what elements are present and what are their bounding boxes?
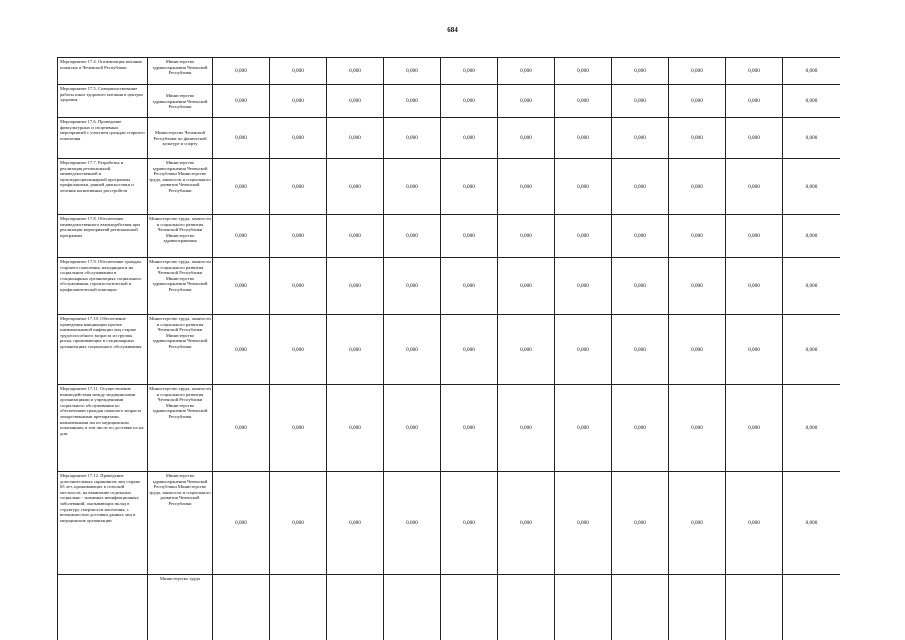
funding-value-cell: 0,000 — [783, 385, 841, 472]
responsible-executor-cell: Министерство Чеченской Республики по физической культуре и спорту — [148, 118, 213, 159]
funding-value-cell: 0,000 — [783, 215, 841, 258]
funding-value-cell: 0,000 — [270, 118, 327, 159]
funding-value-cell: 0,000 — [726, 258, 783, 315]
funding-value-cell: 0,000 — [270, 315, 327, 385]
funding-value-cell: 0,000 — [498, 159, 555, 215]
funding-value-cell: 0,000 — [726, 118, 783, 159]
funding-value-cell: 0,000 — [726, 315, 783, 385]
funding-value-cell: 0,000 — [270, 258, 327, 315]
responsible-executor-cell: Министерство труда, занятости и социального развития Чеченской Республики Министерство здравоохранения Чеченской Республики — [148, 258, 213, 315]
funding-value-cell: 0,000 — [726, 159, 783, 215]
responsible-executor-cell: Министерство труда — [148, 575, 213, 640]
funding-value-cell: 0,000 — [498, 258, 555, 315]
funding-value-cell: 0,000 — [384, 385, 441, 472]
funding-value-cell: 0,000 — [384, 258, 441, 315]
funding-value-cell: 0,000 — [783, 85, 841, 118]
funding-value-cell — [669, 575, 726, 640]
funding-value-cell: 0,000 — [612, 215, 669, 258]
funding-value-cell: 0,000 — [555, 258, 612, 315]
funding-value-cell: 0,000 — [726, 85, 783, 118]
funding-value-cell: 0,000 — [555, 118, 612, 159]
funding-value-cell: 0,000 — [213, 472, 270, 575]
funding-value-cell: 0,000 — [669, 215, 726, 258]
measure-name-cell: Мероприятие 17.4. Оптимизация питания пожилых в Чеченской Республике — [58, 58, 148, 85]
funding-value-cell: 0,000 — [270, 472, 327, 575]
funding-value-cell: 0,000 — [327, 85, 384, 118]
funding-value-cell — [612, 575, 669, 640]
funding-value-cell: 0,000 — [669, 385, 726, 472]
funding-value-cell: 0,000 — [726, 472, 783, 575]
funding-value-cell: 0,000 — [441, 58, 498, 85]
table-body — [58, 58, 841, 640]
funding-value-cell: 0,000 — [555, 385, 612, 472]
funding-value-cell — [384, 575, 441, 640]
funding-value-cell: 0,000 — [783, 118, 841, 159]
funding-value-cell: 0,000 — [213, 85, 270, 118]
funding-value-cell: 0,000 — [612, 118, 669, 159]
funding-value-cell: 0,000 — [555, 472, 612, 575]
table-row — [58, 58, 841, 85]
table-row — [58, 385, 841, 472]
funding-value-cell: 0,000 — [555, 58, 612, 85]
funding-value-cell: 0,000 — [270, 85, 327, 118]
funding-value-cell: 0,000 — [213, 118, 270, 159]
table-container — [57, 57, 840, 640]
funding-value-cell: 0,000 — [498, 315, 555, 385]
funding-value-cell — [498, 575, 555, 640]
funding-value-cell: 0,000 — [441, 385, 498, 472]
measure-name-cell: Мероприятие 17.7. Разработка и реализация региональной межведомственной и мультидисциплинарной программы профилактики, ранней диагностики и лечения когнитивных расстройств — [58, 159, 148, 215]
table-row — [58, 215, 841, 258]
funding-value-cell: 0,000 — [384, 58, 441, 85]
funding-value-cell: 0,000 — [669, 118, 726, 159]
funding-value-cell: 0,000 — [726, 215, 783, 258]
funding-value-cell: 0,000 — [327, 118, 384, 159]
funding-value-cell: 0,000 — [612, 258, 669, 315]
funding-value-cell — [555, 575, 612, 640]
funding-value-cell: 0,000 — [612, 58, 669, 85]
funding-value-cell: 0,000 — [555, 159, 612, 215]
funding-value-cell: 0,000 — [441, 315, 498, 385]
responsible-executor-cell: Министерство труда, занятости и социального развития Чеченской Республики Министерство здравоохранения — [148, 215, 213, 258]
funding-value-cell — [726, 575, 783, 640]
measure-name-cell: Мероприятие 17.8. Обеспечение межведомственного взаимодействия при реализации мероприятий региональной программы — [58, 215, 148, 258]
responsible-executor-cell: Министерство здравоохранения Чеченской Республики — [148, 58, 213, 85]
funding-value-cell — [327, 575, 384, 640]
funding-value-cell: 0,000 — [270, 215, 327, 258]
funding-value-cell: 0,000 — [669, 315, 726, 385]
measure-name-cell — [58, 575, 148, 640]
measure-name-cell: Мероприятие 17.11. Осуществление взаимодействия между медицинскими организациями и учреждениями социального обслуживания по обеспечению граждан пожилого возраста лекарственными препаратами, назначенными им по медицинским показаниям, в том числе по доставке их на дом — [58, 385, 148, 472]
funding-value-cell: 0,000 — [213, 215, 270, 258]
funding-value-cell — [213, 575, 270, 640]
funding-value-cell: 0,000 — [384, 315, 441, 385]
funding-value-cell: 0,000 — [783, 472, 841, 575]
funding-value-cell: 0,000 — [726, 58, 783, 85]
funding-value-cell: 0,000 — [441, 159, 498, 215]
measure-name-cell: Мероприятие 17.12. Проведение дополнительных скринингов лиц старше 65 лет, проживающих в сельской местности, на выявление отдельных социально - значимых неинфекционных заболеваний, оказывающих вклад в структуру смертности населения, с возможностью доставки данных лиц в медицинские организации — [58, 472, 148, 575]
funding-value-cell: 0,000 — [555, 85, 612, 118]
funding-value-cell: 0,000 — [327, 159, 384, 215]
responsible-executor-cell: Министерство здравоохранения Чеченской Республики Министерство труда, занятости и социального развития Чеченской Республики — [148, 159, 213, 215]
funding-value-cell: 0,000 — [612, 159, 669, 215]
funding-value-cell: 0,000 — [555, 215, 612, 258]
funding-value-cell: 0,000 — [441, 472, 498, 575]
funding-value-cell: 0,000 — [270, 159, 327, 215]
responsible-executor-cell: Министерство здравоохранения Чеченской Республики — [148, 85, 213, 118]
funding-value-cell: 0,000 — [327, 215, 384, 258]
table-row — [58, 85, 841, 118]
funding-value-cell: 0,000 — [327, 472, 384, 575]
funding-value-cell: 0,000 — [327, 385, 384, 472]
measure-name-cell: Мероприятие 17.9. Обеспечение граждан старшего поколения, находящихся на социальном обслуживании в стационарных организациях социального обслуживания, геронтологической и профилактической помощью — [58, 258, 148, 315]
funding-value-cell — [270, 575, 327, 640]
table-row — [58, 258, 841, 315]
table-row — [58, 575, 841, 640]
table-row — [58, 472, 841, 575]
funding-value-cell: 0,000 — [384, 118, 441, 159]
table-row — [58, 315, 841, 385]
funding-value-cell: 0,000 — [441, 118, 498, 159]
funding-value-cell: 0,000 — [783, 159, 841, 215]
responsible-executor-cell: Министерство труда, занятости и социального развития Чеченской Республики Министерство здравоохранения Чеченской Республики — [148, 385, 213, 472]
funding-value-cell: 0,000 — [441, 85, 498, 118]
funding-value-cell: 0,000 — [270, 58, 327, 85]
funding-value-cell: 0,000 — [384, 472, 441, 575]
table-row — [58, 118, 841, 159]
funding-value-cell: 0,000 — [669, 58, 726, 85]
measure-name-cell: Мероприятие 17.6. Проведение физкультурных и спортивных мероприятий с участием граждан старшего поколения — [58, 118, 148, 159]
funding-value-cell: 0,000 — [669, 85, 726, 118]
measure-name-cell: Мероприятие 17.10. Обеспечение проведения вакцинации против пневмококковой инфекции лиц старше трудоспособного возраста из группы риска, проживающих в стационарных организациях социального обслуживания — [58, 315, 148, 385]
funding-value-cell: 0,000 — [783, 58, 841, 85]
funding-value-cell: 0,000 — [783, 258, 841, 315]
responsible-executor-cell: Министерство труда, занятости и социального развития Чеченской Республики Министерство здравоохранения Чеченской Республики — [148, 315, 213, 385]
funding-value-cell: 0,000 — [213, 159, 270, 215]
funding-value-cell: 0,000 — [327, 258, 384, 315]
responsible-executor-cell: Министерство здравоохранения Чеченской Республики Министерство труда, занятости и социального развития Чеченской Республики — [148, 472, 213, 575]
funding-value-cell: 0,000 — [498, 85, 555, 118]
funding-value-cell: 0,000 — [213, 315, 270, 385]
page-number: 684 — [447, 26, 458, 34]
funding-value-cell: 0,000 — [327, 315, 384, 385]
funding-value-cell: 0,000 — [612, 85, 669, 118]
funding-value-cell: 0,000 — [783, 315, 841, 385]
funding-value-cell: 0,000 — [441, 215, 498, 258]
funding-value-cell: 0,000 — [726, 385, 783, 472]
measures-table — [57, 57, 840, 640]
funding-value-cell: 0,000 — [555, 315, 612, 385]
funding-value-cell: 0,000 — [327, 58, 384, 85]
funding-value-cell: 0,000 — [669, 472, 726, 575]
measure-name-cell: Мероприятие 17.5. Совершенствование работы школ здорового питания в центрах здоровья — [58, 85, 148, 118]
funding-value-cell: 0,000 — [270, 385, 327, 472]
funding-value-cell: 0,000 — [498, 58, 555, 85]
funding-value-cell: 0,000 — [213, 258, 270, 315]
funding-value-cell: 0,000 — [612, 315, 669, 385]
funding-value-cell: 0,000 — [498, 385, 555, 472]
funding-value-cell — [441, 575, 498, 640]
funding-value-cell — [783, 575, 841, 640]
funding-value-cell: 0,000 — [384, 159, 441, 215]
funding-value-cell: 0,000 — [669, 258, 726, 315]
funding-value-cell: 0,000 — [498, 472, 555, 575]
funding-value-cell: 0,000 — [213, 385, 270, 472]
funding-value-cell: 0,000 — [498, 215, 555, 258]
funding-value-cell: 0,000 — [612, 385, 669, 472]
funding-value-cell: 0,000 — [441, 258, 498, 315]
funding-value-cell: 0,000 — [669, 159, 726, 215]
funding-value-cell: 0,000 — [384, 215, 441, 258]
funding-value-cell: 0,000 — [612, 472, 669, 575]
table-row — [58, 159, 841, 215]
funding-value-cell: 0,000 — [384, 85, 441, 118]
funding-value-cell: 0,000 — [498, 118, 555, 159]
funding-value-cell: 0,000 — [213, 58, 270, 85]
